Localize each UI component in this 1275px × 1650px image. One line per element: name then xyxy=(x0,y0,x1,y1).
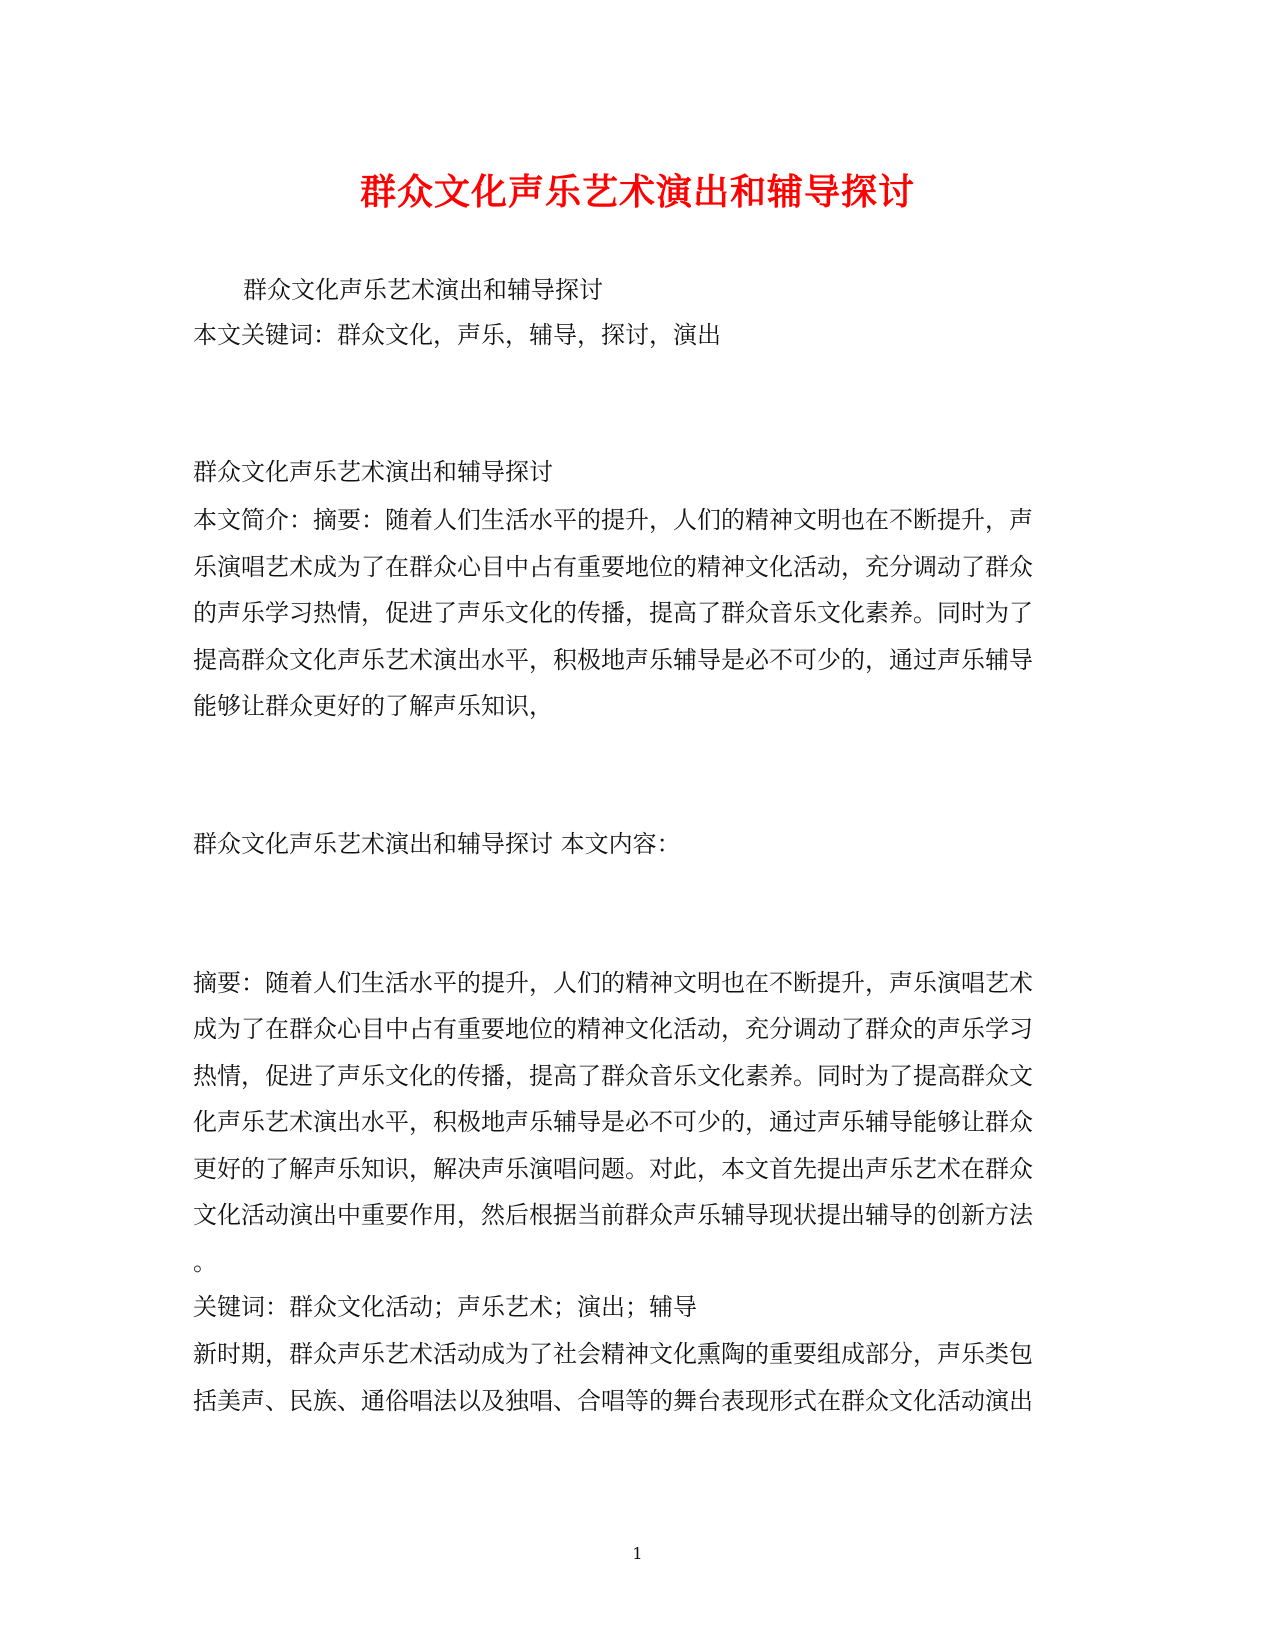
body-line: 新时期，群众声乐艺术活动成为了社会精神文化熏陶的重要组成部分，声乐类包 xyxy=(193,1340,1033,1368)
document-title: 群众文化声乐艺术演出和辅导探讨 xyxy=(359,171,915,213)
header-title: 群众文化声乐艺术演出和辅导探讨 xyxy=(243,276,603,304)
summary-line: 乐演唱艺术成为了在群众心目中占有重要地位的精神文化活动，充分调动了群众 xyxy=(193,553,1033,581)
page-number: 1 xyxy=(632,1544,643,1563)
abstract-line: 热情，促进了声乐文化的传播，提高了群众音乐文化素养。同时为了提高群众文 xyxy=(193,1062,1033,1090)
abstract-line: 成为了在群众心目中占有重要地位的精神文化活动，充分调动了群众的声乐学习 xyxy=(193,1015,1033,1043)
summary-line: 提高群众文化声乐艺术演出水平，积极地声乐辅导是必不可少的，通过声乐辅导 xyxy=(193,646,1033,674)
keywords-paragraph: 关键词：群众文化活动；声乐艺术；演出；辅导 xyxy=(193,1293,697,1321)
body-line: 括美声、民族、通俗唱法以及独唱、合唱等的舞台表现形式在群众文化活动演出 xyxy=(193,1387,1033,1415)
section-title: 群众文化声乐艺术演出和辅导探讨 xyxy=(193,458,553,486)
summary-line: 能够让群众更好的了解声乐知识， xyxy=(193,692,553,720)
abstract-line: 摘要：随着人们生活水平的提升，人们的精神文明也在不断提升，声乐演唱艺术 xyxy=(193,969,1033,997)
abstract-line: 化声乐艺术演出水平，积极地声乐辅导是必不可少的，通过声乐辅导能够让群众 xyxy=(193,1108,1033,1136)
keywords-line: 本文关键词：群众文化，声乐，辅导，探讨，演出 xyxy=(193,321,721,349)
summary-line: 本文简介：摘要：随着人们生活水平的提升，人们的精神文明也在不断提升，声 xyxy=(193,506,1033,534)
abstract-line: 。 xyxy=(193,1248,217,1276)
abstract-line: 更好的了解声乐知识，解决声乐演唱问题。对此，本文首先提出声乐艺术在群众 xyxy=(193,1155,1033,1183)
abstract-line: 文化活动演出中重要作用，然后根据当前群众声乐辅导现状提出辅导的创新方法 xyxy=(193,1201,1033,1229)
content-heading: 群众文化声乐艺术演出和辅导探讨 本文内容： xyxy=(193,830,681,858)
summary-line: 的声乐学习热情，促进了声乐文化的传播，提高了群众音乐文化素养。同时为了 xyxy=(193,599,1033,627)
